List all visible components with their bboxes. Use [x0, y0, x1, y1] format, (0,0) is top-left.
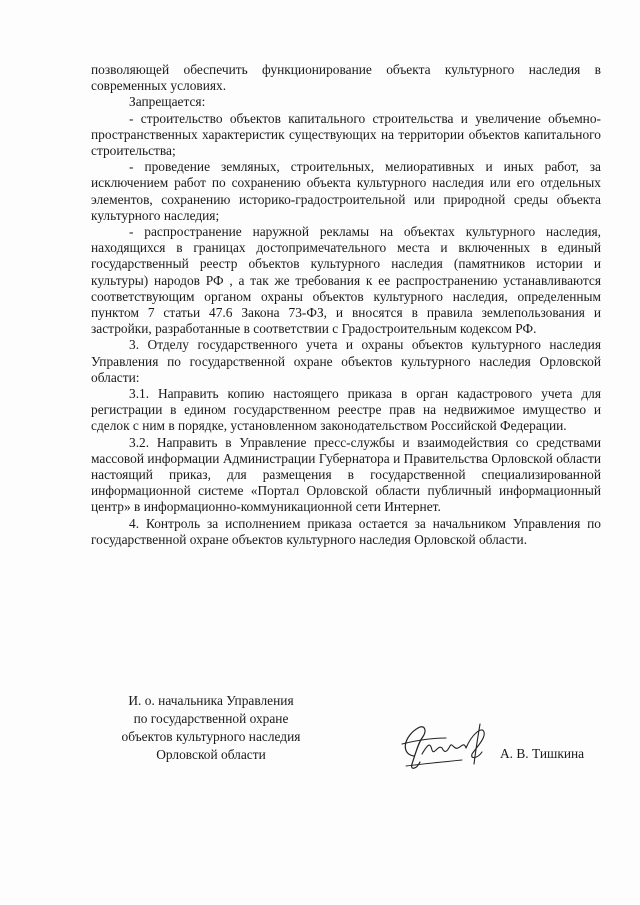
- signatory-position-line: Орловской области: [156, 747, 266, 762]
- paragraph-prohibition-advertising: - распространение наружной рекламы на объектах культурного наследия, находящихся в границах достопримечательного места и включенных в единый государственный реестр объектов культурного наследия (памятников истории и культуры) народов РФ , а так же требования к ее распространению устанавливаются соответствующим органом охраны объектов культурного наследия, определенным пунктом 7 статьи 47.6 Закона 73-ФЗ, и вносятся в правила землепользования и застройки, разработанные в соответствии с Градостроительным кодексом РФ.: [91, 224, 601, 337]
- handwritten-signature: [392, 714, 500, 776]
- signatory-position-line: объектов культурного наследия: [121, 729, 301, 744]
- paragraph-continuation: позволяющей обеспечить функционирование объекта культурного наследия в современных условиях.: [91, 62, 601, 94]
- signatory-name: А. В. Тишкина: [500, 746, 585, 761]
- paragraph-prohibition-earthworks: - проведение земляных, строительных, мелиоративных и иных работ, за исключением работ по сохранению объекта культурного наследия или его отдельных элементов, сохранению историко-градостроительной или природной среды объекта культурного наследия;: [91, 159, 601, 223]
- paragraph-item-4: 4. Контроль за исполнением приказа остается за начальником Управления по государственной охране объектов культурного наследия Орловской области.: [91, 515, 601, 547]
- paragraph-item-3: 3. Отделу государственного учета и охраны объектов культурного наследия Управления по государственной охране объектов культурного наследия Орловской области:: [91, 337, 601, 385]
- paragraph-prohibition-construction: - строительство объектов капитального строительства и увеличение объемно-пространственных характеристик существующих на территории объектов капитального строительства;: [91, 110, 601, 159]
- signatory-position: [91, 692, 331, 764]
- signatory-position-line: по государственной охране: [133, 711, 289, 726]
- paragraph-item-3-1: 3.1. Направить копию настоящего приказа в орган кадастрового учета для регистрации в едином государственном реестре прав на недвижимое имущество и сделок с ним в порядке, установленном законодательством Российской Федерации.: [91, 386, 601, 434]
- signatory-position-line: И. о. начальника Управления: [128, 693, 294, 708]
- paragraph-prohibited-heading: Запрещается:: [129, 94, 206, 110]
- document-body: [91, 62, 601, 548]
- paragraph-item-3-2: 3.2. Направить в Управление пресс-службы и взаимодействия со средствами массовой информации Администрации Губернатора и Правительства Орловской области настоящий приказ, для размещения в государственной специализированной информационной системе «Портал Орловской области публичный информационный центр» в информационно-коммуникационной сети Интернет.: [91, 434, 601, 515]
